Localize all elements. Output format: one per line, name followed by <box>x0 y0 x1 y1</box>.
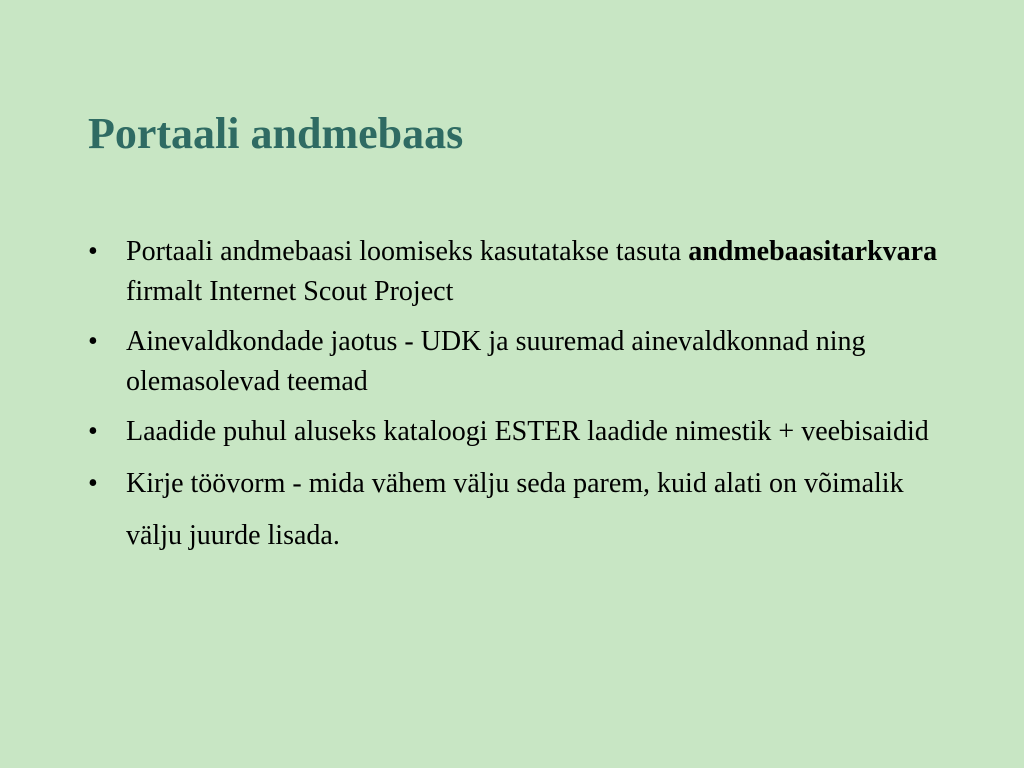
bullet-text: Kirje töövorm - mida vähem välju seda parem, kuid alati on võimalik välju juurde lisada. <box>126 468 904 551</box>
bullet-text: firmalt Internet Scout Project <box>126 276 454 307</box>
slide-title: Portaali andmebaas <box>88 109 464 158</box>
bullet-list <box>88 232 948 572</box>
bullet-bold-text: andmebaasitarkvara <box>688 236 938 267</box>
bullet-item <box>88 322 948 402</box>
bullet-marker: • <box>88 326 98 357</box>
bullet-item <box>88 232 948 312</box>
bullet-text: Ainevaldkondade jaotus - UDK ja suuremad ainevaldkonnad ning olemasolevad teemad <box>126 326 866 397</box>
bullet-marker: • <box>88 236 98 267</box>
bullet-text: Portaali andmebaasi loomiseks kasutatakse tasuta <box>126 236 689 267</box>
bullet-marker: • <box>88 416 98 447</box>
bullet-text: Laadide puhul aluseks kataloogi ESTER laadide nimestik + veebisaidid <box>126 416 929 447</box>
bullet-marker: • <box>88 468 98 499</box>
bullet-item <box>88 412 948 452</box>
bullet-item <box>88 458 948 562</box>
